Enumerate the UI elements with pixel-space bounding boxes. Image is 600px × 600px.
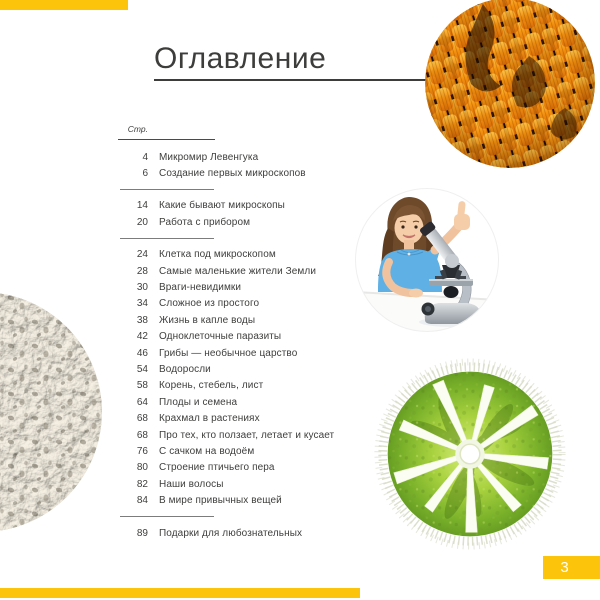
toc-entry-title: Строение птичьего пера <box>159 462 275 474</box>
green-microalga-photo <box>372 356 568 552</box>
toc-entry-page-number: 58 <box>136 380 148 392</box>
toc-section-divider <box>118 182 398 198</box>
toc-entry-page-number: 84 <box>136 495 148 507</box>
toc-entry-title: Корень, стебель, лист <box>159 380 264 392</box>
toc-section-divider <box>118 509 398 525</box>
toc-entry-title: Самые маленькие жители Земли <box>159 265 317 277</box>
toc-list <box>118 149 398 541</box>
toc-entry-title: В мире привычных вещей <box>159 495 282 507</box>
toc-entry-page-number: 54 <box>136 363 148 375</box>
toc-entry-page-number: 68 <box>136 413 148 425</box>
toc-entry-title: Плоды и семена <box>159 396 238 408</box>
toc-entry-page-number: 24 <box>136 249 148 261</box>
toc-entry <box>118 525 398 541</box>
toc-entry-title: Какие бывают микроскопы <box>159 200 285 212</box>
toc-entry-page-number: 30 <box>136 282 148 294</box>
toc-entry-title: Микромир Левенгука <box>159 151 259 163</box>
toc-entry-title: Подарки для любознательных <box>159 527 303 539</box>
toc-entry-title: Создание первых микроскопов <box>159 168 306 180</box>
green-microalga-image <box>372 356 568 552</box>
toc-header-rule <box>118 139 215 140</box>
toc-entry <box>118 312 398 328</box>
toc-entry <box>118 443 398 459</box>
toc-entry <box>118 427 398 443</box>
top-accent-bar <box>0 0 128 10</box>
toc-entry-page-number: 28 <box>136 265 148 277</box>
butterfly-wing-image <box>425 0 595 168</box>
girl-with-microscope-image <box>355 188 499 332</box>
butterfly-wing-photo <box>425 0 595 168</box>
toc-entry <box>118 198 398 214</box>
sponge-microstructure-photo <box>0 292 102 532</box>
toc-entry-page-number: 38 <box>136 314 148 326</box>
toc-entry-title: Сложное из простого <box>159 298 260 310</box>
toc-entry-page-number: 46 <box>136 347 148 359</box>
toc-entry <box>118 460 398 476</box>
toc-entry-title: Грибы — необычное царство <box>159 347 298 359</box>
toc-entry-page-number: 14 <box>136 200 148 212</box>
toc-entry <box>118 476 398 492</box>
toc-entry-page-number: 4 <box>142 151 148 163</box>
toc-entry-page-number: 34 <box>136 298 148 310</box>
toc-entry-title: Наши волосы <box>159 478 224 490</box>
toc-entry <box>118 165 398 181</box>
page-number-badge <box>543 556 600 579</box>
bottom-accent-bar <box>0 588 360 598</box>
toc-entry <box>118 492 398 508</box>
toc-entry <box>118 394 398 410</box>
toc-entry-title: Жизнь в капле воды <box>159 314 256 326</box>
toc-entry-title: Одноклеточные паразиты <box>159 331 282 343</box>
toc-entry-page-number: 20 <box>136 216 148 228</box>
toc-entry <box>118 214 398 230</box>
page-number: 3 <box>560 559 569 576</box>
toc-entry <box>118 361 398 377</box>
toc-entry <box>118 345 398 361</box>
toc-entry-page-number: 89 <box>136 527 148 539</box>
table-of-contents <box>118 120 398 541</box>
toc-entry-title: Водоросли <box>159 363 211 375</box>
toc-entry-title: Клетка под микроскопом <box>159 249 276 261</box>
title-underline <box>154 79 427 81</box>
toc-entry-page-number: 80 <box>136 462 148 474</box>
sponge-microstructure-image <box>0 292 102 532</box>
toc-entry-page-number: 42 <box>136 331 148 343</box>
toc-entry <box>118 378 398 394</box>
toc-entry-page-number: 64 <box>136 396 148 408</box>
toc-entry-title: Про тех, кто ползает, летает и кусает <box>159 429 335 441</box>
toc-entry-title: Работа с прибором <box>159 216 251 228</box>
toc-entry-page-number: 82 <box>136 478 148 490</box>
toc-entry-title: Враги-невидимки <box>159 282 242 294</box>
toc-entry <box>118 149 398 165</box>
toc-entry <box>118 329 398 345</box>
toc-entry-title: Крахмал в растениях <box>159 413 260 425</box>
toc-entry <box>118 279 398 295</box>
girl-with-microscope-photo <box>355 188 499 332</box>
toc-entry-page-number: 68 <box>136 429 148 441</box>
toc-entry-page-number: 6 <box>142 168 148 180</box>
toc-entry <box>118 410 398 426</box>
toc-entry-page-number: 76 <box>136 445 148 457</box>
toc-page-column-header: Стр. <box>127 124 148 134</box>
toc-entry <box>118 296 398 312</box>
toc-entry-title: С сачком на водоём <box>159 445 255 457</box>
page-title: Оглавление <box>154 42 327 75</box>
